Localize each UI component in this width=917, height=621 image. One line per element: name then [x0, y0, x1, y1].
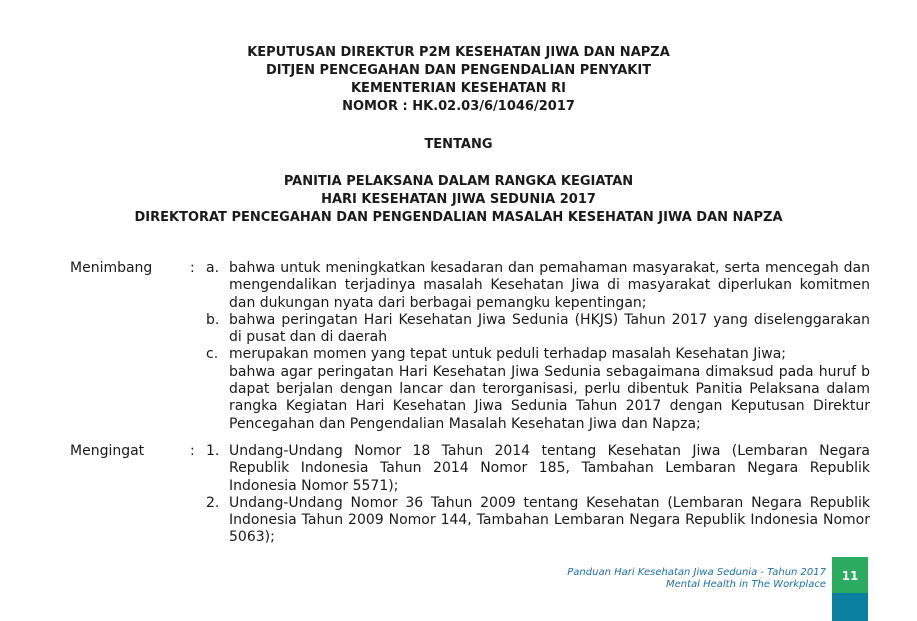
subject-line-1: PANITIA PELAKSANA DALAM RANGKA KEGIATAN — [283, 174, 634, 189]
header-directorate-line: DITJEN PENCEGAHAN DAN PENGENDALIAN PENYAKIT — [265, 63, 652, 78]
subject-line-3: DIREKTORAT PENCEGAHAN DAN PENGENDALIAN MASALAH KESEHATAN JIWA DAN NAPZA — [134, 210, 783, 225]
menimbang-label: Menimbang — [70, 260, 153, 276]
continuation-paragraph: bahwa agar peringatan Hari Kesehatan Jiwa Sedunia sebagaimana dimaksud pada huruf b dapat berjalan dengan lancar dan terorganisasi, perlu dibentuk Panitia Pelaksana dalam rangka Kegiatan Hari Kesehatan Jiwa Sedunia Tahun 2017 dengan Keputusan Direktur Pencegahan dan Pengendalian Masalah Kesehatan Jiwa dan Napza; — [229, 363, 870, 432]
menimbang-section — [70, 260, 870, 433]
list-marker: 2. — [206, 494, 220, 511]
footer-guide-title: Panduan Hari Kesehatan Jiwa Sedunia - Tahun 2017 — [567, 567, 826, 578]
mengingat-colon: : — [190, 443, 195, 459]
tentang-heading: TENTANG — [424, 137, 493, 152]
list-marker: c. — [206, 346, 219, 363]
subject-line-2: HARI KESEHATAN JIWA SEDUNIA 2017 — [321, 192, 596, 207]
header-number-line: NOMOR : HK.02.03/6/1046/2017 — [342, 99, 575, 114]
list-item-text: bahwa untuk meningkatkan kesadaran dan pemahaman masyarakat, serta mencegah dan mengendalikan terjadinya masalah Kesehatan Jiwa di masyarakat diperlukan komitmen dan dukungan nyata dari berbagai pemangku kepentingan; — [229, 260, 870, 311]
list-item — [70, 495, 870, 547]
list-item-text: Undang-Undang Nomor 18 Tahun 2014 tentang Kesehatan Jiwa (Lembaran Negara Republik Indonesia Tahun 2014 Nomor 185, Tambahan Lembaran Negara Republik Indonesia Nomor 5571); — [229, 443, 870, 494]
list-item — [70, 312, 870, 347]
list-item — [70, 346, 870, 363]
page-footer — [567, 567, 826, 591]
mengingat-section — [70, 443, 870, 547]
decree-subject — [0, 173, 917, 227]
document-header — [0, 44, 917, 116]
list-item-text: Undang-Undang Nomor 36 Tahun 2009 tentang Kesehatan (Lembaran Negara Republik Indonesia Tahun 2009 Nomor 144, Tambahan Lembaran Negara Republik Indonesia Nomor 5063); — [229, 494, 870, 546]
mengingat-label: Mengingat — [70, 443, 145, 459]
footer-theme: Mental Health in The Workplace — [665, 579, 826, 590]
header-title-line: KEPUTUSAN DIREKTUR P2M KESEHATAN JIWA DAN NAPZA — [247, 45, 670, 60]
list-item-text: bahwa peringatan Hari Kesehatan Jiwa Sedunia (HKJS) Tahun 2017 yang diselenggarakan di pusat dan di daerah — [229, 311, 870, 346]
page-number: 11 — [841, 569, 859, 583]
list-item — [70, 260, 870, 312]
list-marker: 1. — [206, 443, 220, 459]
header-ministry-line: KEMENTERIAN KESEHATAN RI — [350, 81, 566, 96]
list-item — [70, 443, 870, 495]
list-marker: b. — [206, 311, 220, 328]
list-item-text: merupakan momen yang tepat untuk peduli terhadap masalah Kesehatan Jiwa; — [229, 346, 786, 363]
list-marker: a. — [206, 260, 220, 276]
menimbang-colon: : — [190, 260, 195, 276]
page-number-badge — [832, 557, 868, 621]
